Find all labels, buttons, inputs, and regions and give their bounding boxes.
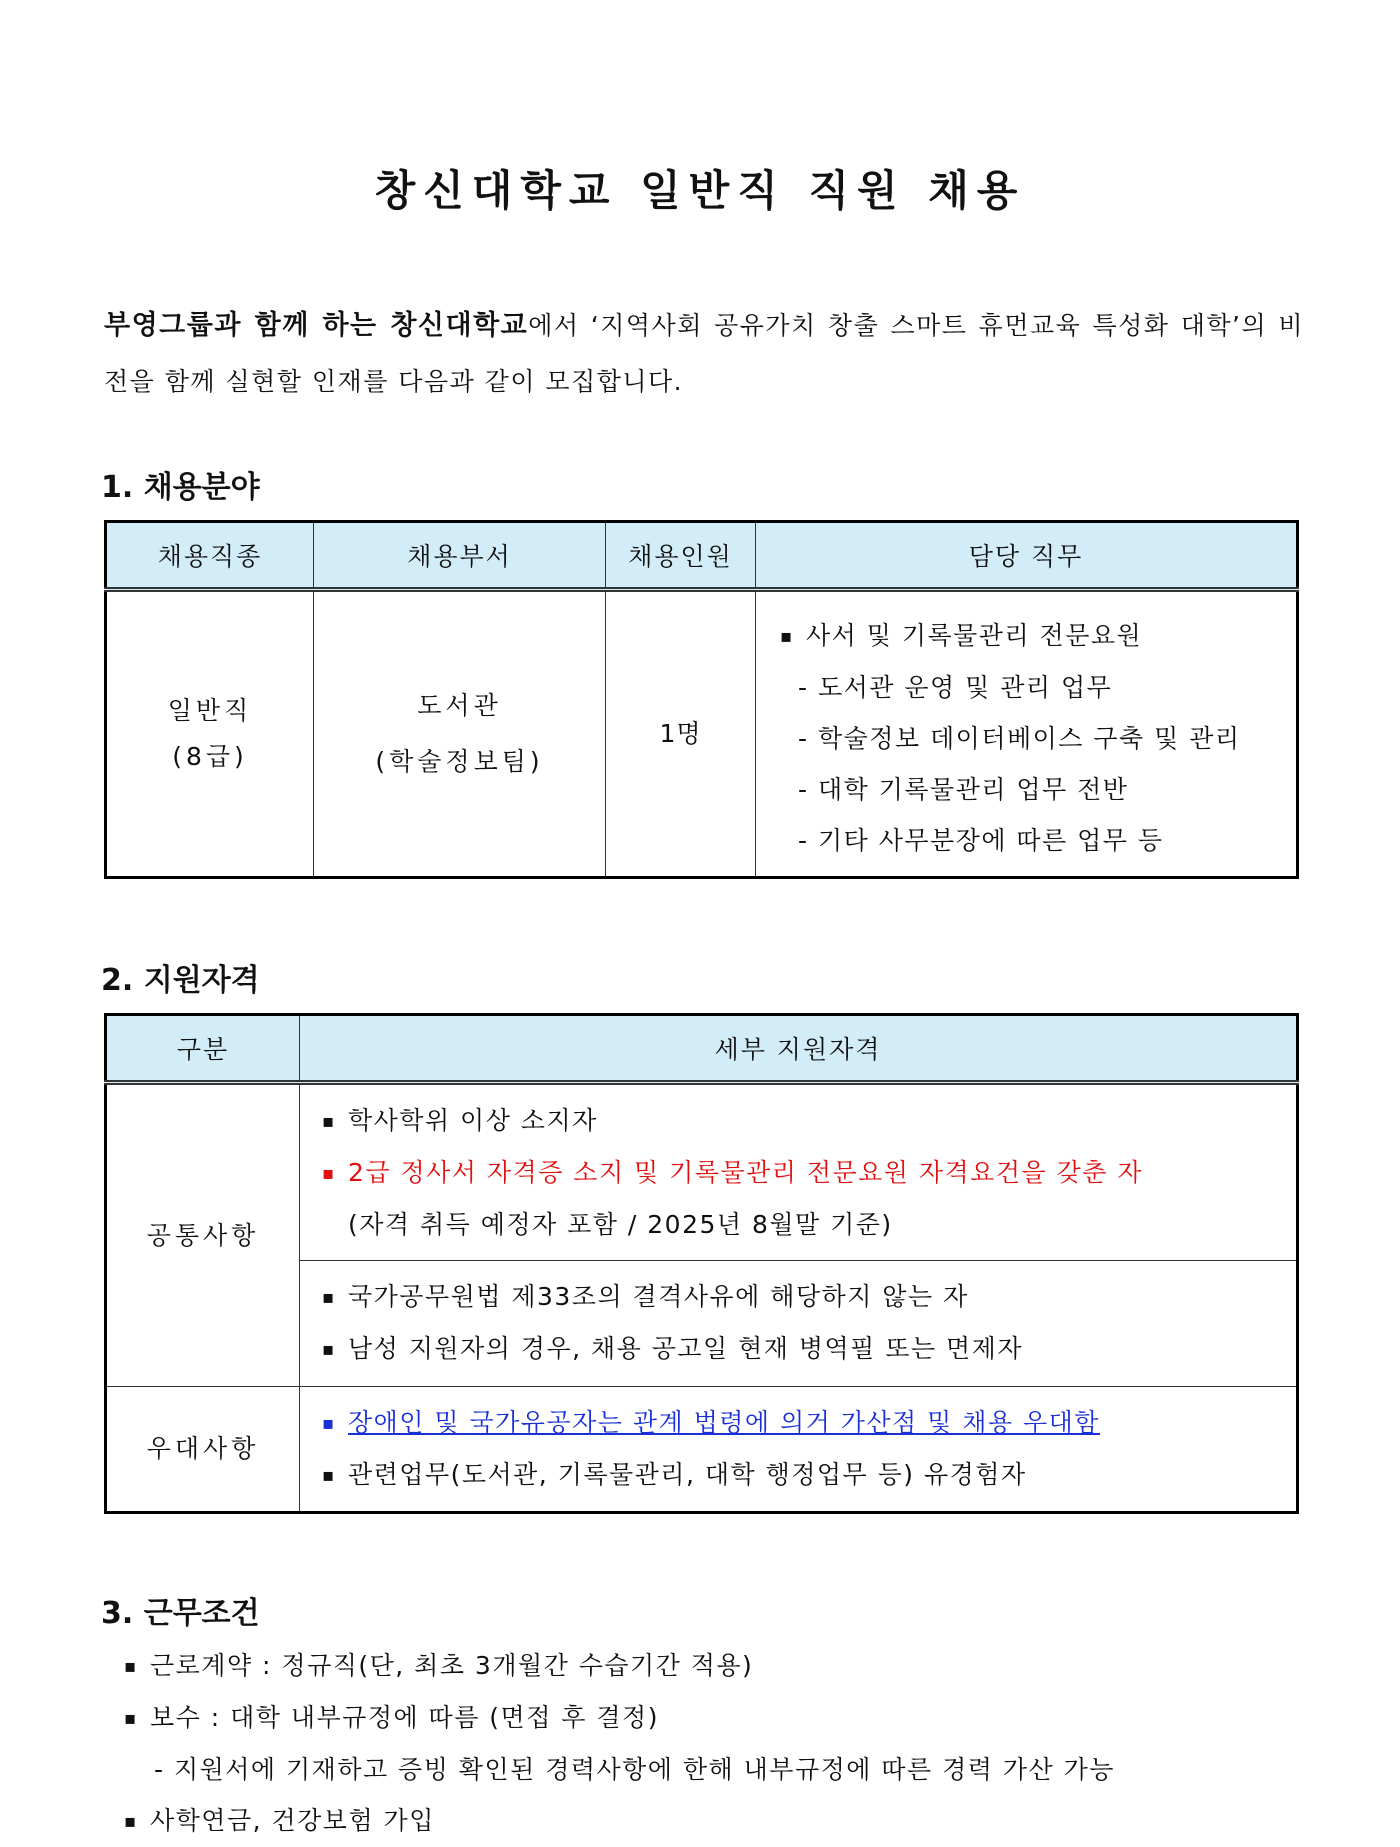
recruitment-field-table: [104, 520, 1299, 879]
intro-text: 에서 ‘지역사회 공유가치 창출 스마트 휴먼교육 특성화 대학’의 비전을 함께 실현할 인재를 다음과 같이 모집합니다.: [104, 311, 1304, 396]
qual-item: ▪ 남성 지원자의 경우, 채용 공고일 현재 병역필 또는 면제자: [322, 1323, 1296, 1375]
section2-heading: 2. 지원자격: [101, 963, 260, 998]
condition-item: ▪ 보수 : 대학 내부규정에 따름 (면접 후 결정): [124, 1692, 1324, 1744]
common-label: 공통사항: [106, 1083, 300, 1387]
department: 도서관: [417, 691, 502, 720]
duty-item: - 도서관 운영 및 관리 업무: [798, 673, 1113, 702]
headcount-cell: 1명: [606, 590, 756, 878]
duty-item: - 대학 기록물관리 업무 전반: [798, 775, 1129, 804]
common-requirements-b: [300, 1261, 1298, 1387]
section1-heading: 1. 채용분야: [101, 470, 260, 505]
duties-cell: [756, 590, 1298, 878]
condition-sub-item: - 지원서에 기재하고 증빙 확인된 경력사항에 한해 내부규정에 따른 경력 가산 가능: [154, 1755, 1115, 1784]
header-headcount: 채용인원: [606, 522, 756, 590]
job-type: 일반직: [167, 696, 253, 725]
team: (학술정보팀): [375, 747, 544, 776]
preferred-label: 우대사항: [106, 1387, 300, 1513]
condition-item: ▪ 사학연금, 건강보험 가입: [124, 1795, 1324, 1847]
job-type-cell: [106, 590, 314, 878]
header-duties: 담당 직무: [756, 522, 1298, 590]
page-title: 창신대학교 일반직 직원 채용: [374, 166, 1026, 215]
duty-title: ▪ 사서 및 기록물관리 전문요원: [780, 610, 1296, 662]
condition-item: ▪ 근로계약 : 정규직(단, 최초 3개월간 수습기간 적용): [124, 1640, 1324, 1692]
header-category: 구분: [106, 1015, 300, 1083]
duty-item: - 기타 사무분장에 따른 업무 등: [798, 826, 1164, 855]
preferred-link-text[interactable]: 장애인 및 국가유공자는 관계 법령에 의거 가산점 및 채용 우대함: [348, 1408, 1100, 1437]
qual-item: ▪ 국가공무원법 제33조의 결격사유에 해당하지 않는 자: [322, 1271, 1296, 1323]
intro-paragraph: [104, 298, 1304, 410]
qualification-table: [104, 1013, 1299, 1514]
qual-item-highlight: ▪ 2급 정사서 자격증 소지 및 기록물관리 전문요원 자격요건을 갖춘 자: [322, 1147, 1296, 1199]
qual-item: ▪ 학사학위 이상 소지자: [322, 1095, 1296, 1147]
duty-item: - 학술정보 데이터베이스 구축 및 관리: [798, 724, 1241, 753]
section3-heading: 3. 근무조건: [101, 1596, 260, 1631]
department-cell: [314, 590, 606, 878]
preferred-requirements: [300, 1387, 1298, 1513]
common-requirements-a: [300, 1083, 1298, 1261]
header-qualification: 세부 지원자격: [300, 1015, 1298, 1083]
header-job-type: 채용직종: [106, 522, 314, 590]
qual-item: ▪ 관련업무(도서관, 기록물관리, 대학 행정업무 등) 유경험자: [322, 1449, 1296, 1501]
preferred-item-link[interactable]: [322, 1397, 1296, 1449]
intro-emphasis: 부영그룹과 함께 하는 창신대학교: [104, 310, 529, 341]
work-conditions: [124, 1640, 1324, 1847]
qual-note: (자격 취득 예정자 포함 / 2025년 8월말 기준): [348, 1210, 893, 1239]
job-grade: (8급): [172, 742, 248, 771]
header-department: 채용부서: [314, 522, 606, 590]
